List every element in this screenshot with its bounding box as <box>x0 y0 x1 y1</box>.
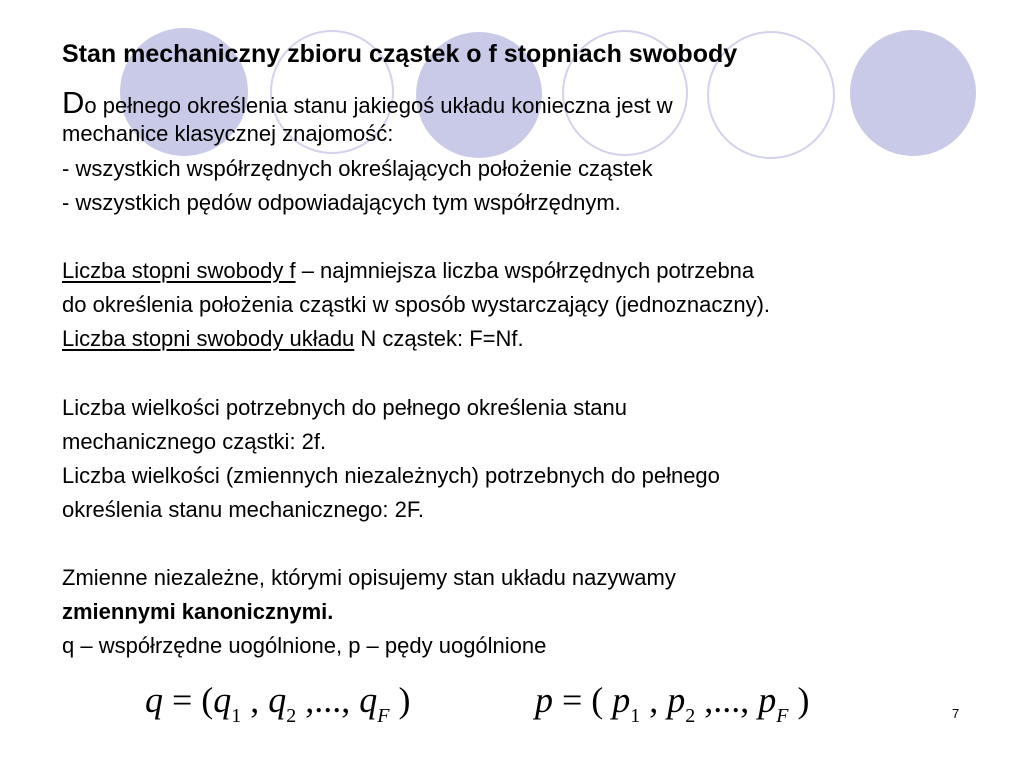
formula-p-sub-1: 1 <box>630 705 641 727</box>
quantities-line-1: Liczba wielkości potrzebnych do pełnego określenia stanu <box>62 395 628 420</box>
formula-q-close: ) <box>389 680 411 720</box>
formula-p-dots: ,..., <box>695 680 759 720</box>
formula-q-sub-1: 1 <box>231 705 242 727</box>
slide-title: Stan mechaniczny zbioru cząstek o f stopniach swobody <box>62 40 738 68</box>
dof-definition-line-1 <box>62 256 754 286</box>
page-number: 7 <box>952 706 960 721</box>
formula-q-sub-2: 2 <box>286 705 297 727</box>
formula-generalized-coordinates <box>145 678 411 738</box>
intro-line-1 <box>62 85 673 121</box>
formula-q-var-1: q <box>213 680 232 720</box>
formula-p-lhs: p <box>535 680 553 720</box>
formula-p-equals: = ( <box>553 680 613 720</box>
formula-p-close: ) <box>788 680 810 720</box>
formula-p-var-3: p <box>758 680 777 720</box>
quantities-line-2: mechanicznego cząstki: 2f. <box>62 429 327 454</box>
formula-p-sub-3: F <box>776 705 789 727</box>
system-dof-text: N cząstek: F=Nf. <box>354 326 524 351</box>
canonical-term: zmiennymi kanonicznymi. <box>62 599 334 624</box>
intro-bullet-coordinates: - wszystkich współrzędnych określających położenie cząstek <box>62 156 653 181</box>
formula-q-equals: = ( <box>163 680 214 720</box>
system-dof-line <box>62 324 524 354</box>
formula-q-sep: , <box>241 680 269 720</box>
formula-q-var-3: q <box>359 680 378 720</box>
formula-q-var-2: q <box>268 680 287 720</box>
formula-p-sub-2: 2 <box>685 705 696 727</box>
intro-line-2: mechanice klasycznej znajomość: <box>62 121 394 146</box>
quantities-line-3: Liczba wielkości (zmiennych niezależnych) potrzebnych do pełnego <box>62 463 720 488</box>
formula-q-dots: ,..., <box>296 680 360 720</box>
formula-p-sep: , <box>640 680 668 720</box>
formula-generalized-momenta <box>535 678 810 738</box>
intro-bullet-momenta: - wszystkich pędów odpowiadających tym współrzędnym. <box>62 190 621 215</box>
intro-line-1-text: o pełnego określenia stanu jakiegoś układu konieczna jest w <box>84 93 673 118</box>
formula-q-lhs: q <box>145 680 163 720</box>
formula-p-var-2: p <box>667 680 686 720</box>
system-dof-term: Liczba stopni swobody układu <box>62 326 355 351</box>
dof-term: Liczba stopni swobody f <box>62 258 296 283</box>
dof-definition-text: – najmniejsza liczba współrzędnych potrzebna <box>295 258 755 283</box>
dof-definition-line-2: do określenia położenia cząstki w sposób wystarczający (jednoznaczny). <box>62 292 771 317</box>
quantities-line-4: określenia stanu mechanicznego: 2F. <box>62 497 424 522</box>
canonical-line-1: Zmienne niezależne, którymi opisujemy stan układu nazywamy <box>62 565 676 590</box>
formula-q-sub-3: F <box>377 705 390 727</box>
formula-p-var-1: p <box>612 680 631 720</box>
canonical-line-3: q – współrzędne uogólnione, p – pędy uogólnione <box>62 633 547 658</box>
intro-dropcap: D <box>62 85 85 120</box>
